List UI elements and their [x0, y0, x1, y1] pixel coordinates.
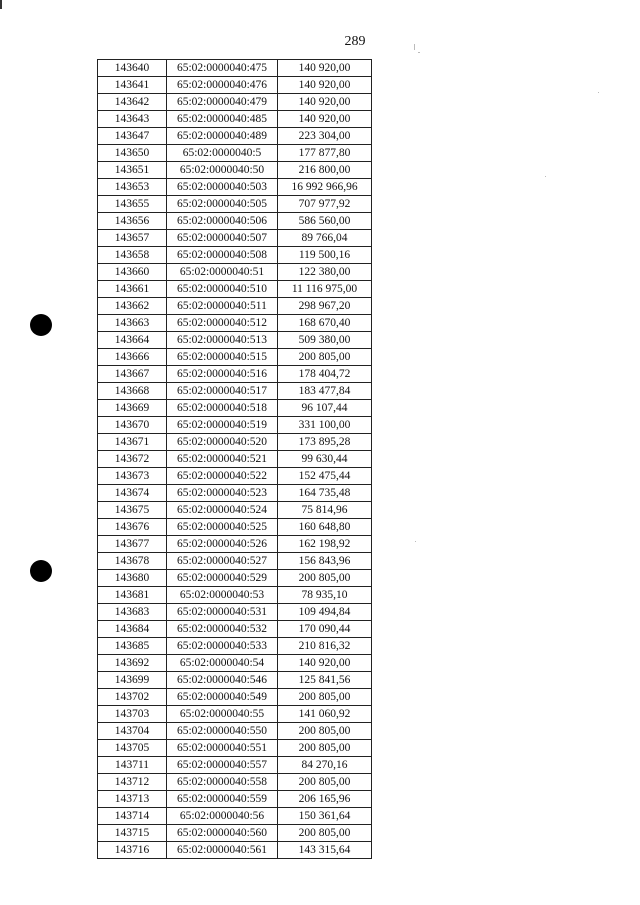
- row-number-cell: 143676: [98, 519, 167, 536]
- cadastral-number-cell: 65:02:0000040:518: [167, 400, 278, 417]
- table-row: [98, 604, 372, 621]
- row-number-cell: 143680: [98, 570, 167, 587]
- table-row: [98, 791, 372, 808]
- value-cell: 84 270,16: [278, 757, 372, 774]
- table-row: [98, 757, 372, 774]
- table-row: [98, 553, 372, 570]
- value-cell: 200 805,00: [278, 349, 372, 366]
- row-number-cell: 143663: [98, 315, 167, 332]
- value-cell: 99 630,44: [278, 451, 372, 468]
- row-number-cell: 143713: [98, 791, 167, 808]
- cadastral-number-cell: 65:02:0000040:519: [167, 417, 278, 434]
- row-number-cell: 143715: [98, 825, 167, 842]
- value-cell: 140 920,00: [278, 60, 372, 77]
- page-number: 289: [344, 34, 366, 49]
- value-cell: 210 816,32: [278, 638, 372, 655]
- cadastral-number-cell: 65:02:0000040:526: [167, 536, 278, 553]
- cadastral-number-cell: 65:02:0000040:549: [167, 689, 278, 706]
- cadastral-number-cell: 65:02:0000040:527: [167, 553, 278, 570]
- cadastral-number-cell: 65:02:0000040:550: [167, 723, 278, 740]
- cadastral-number-cell: 65:02:0000040:489: [167, 128, 278, 145]
- value-cell: 183 477,84: [278, 383, 372, 400]
- table-row: [98, 485, 372, 502]
- cadastral-number-cell: 65:02:0000040:513: [167, 332, 278, 349]
- row-number-cell: 143641: [98, 77, 167, 94]
- cadastral-number-cell: 65:02:0000040:485: [167, 111, 278, 128]
- value-cell: 331 100,00: [278, 417, 372, 434]
- row-number-cell: 143664: [98, 332, 167, 349]
- row-number-cell: 143683: [98, 604, 167, 621]
- cadastral-number-cell: 65:02:0000040:506: [167, 213, 278, 230]
- cadastral-number-cell: 65:02:0000040:522: [167, 468, 278, 485]
- cadastral-number-cell: 65:02:0000040:557: [167, 757, 278, 774]
- cadastral-value-table: [97, 59, 372, 859]
- cadastral-number-cell: 65:02:0000040:516: [167, 366, 278, 383]
- value-cell: 173 895,28: [278, 434, 372, 451]
- cadastral-number-cell: 65:02:0000040:476: [167, 77, 278, 94]
- table-row: [98, 60, 372, 77]
- row-number-cell: 143684: [98, 621, 167, 638]
- value-cell: 140 920,00: [278, 111, 372, 128]
- table-row: [98, 383, 372, 400]
- table-row: [98, 655, 372, 672]
- value-cell: 11 116 975,00: [278, 281, 372, 298]
- table-row: [98, 94, 372, 111]
- table-row: [98, 672, 372, 689]
- value-cell: 150 361,64: [278, 808, 372, 825]
- cadastral-number-cell: 65:02:0000040:558: [167, 774, 278, 791]
- cadastral-number-cell: 65:02:0000040:561: [167, 842, 278, 859]
- row-number-cell: 143650: [98, 145, 167, 162]
- table-body: [98, 60, 372, 859]
- cadastral-number-cell: 65:02:0000040:559: [167, 791, 278, 808]
- table-row: [98, 128, 372, 145]
- row-number-cell: 143685: [98, 638, 167, 655]
- cadastral-number-cell: 65:02:0000040:551: [167, 740, 278, 757]
- value-cell: 140 920,00: [278, 94, 372, 111]
- table-row: [98, 349, 372, 366]
- cadastral-number-cell: 65:02:0000040:475: [167, 60, 278, 77]
- row-number-cell: 143651: [98, 162, 167, 179]
- value-cell: 200 805,00: [278, 740, 372, 757]
- scan-artifact: [415, 541, 416, 542]
- table-row: [98, 825, 372, 842]
- table-row: [98, 689, 372, 706]
- value-cell: 119 500,16: [278, 247, 372, 264]
- cadastral-number-cell: 65:02:0000040:546: [167, 672, 278, 689]
- row-number-cell: 143660: [98, 264, 167, 281]
- table-row: [98, 298, 372, 315]
- table-row: [98, 247, 372, 264]
- value-cell: 170 090,44: [278, 621, 372, 638]
- value-cell: 156 843,96: [278, 553, 372, 570]
- row-number-cell: 143711: [98, 757, 167, 774]
- table-row: [98, 638, 372, 655]
- value-cell: 143 315,64: [278, 842, 372, 859]
- cadastral-number-cell: 65:02:0000040:508: [167, 247, 278, 264]
- table-row: [98, 417, 372, 434]
- value-cell: 78 935,10: [278, 587, 372, 604]
- scan-artifact: [414, 44, 415, 50]
- cadastral-number-cell: 65:02:0000040:521: [167, 451, 278, 468]
- value-cell: 200 805,00: [278, 723, 372, 740]
- value-cell: 162 198,92: [278, 536, 372, 553]
- table-row: [98, 808, 372, 825]
- table-row: [98, 842, 372, 859]
- row-number-cell: 143658: [98, 247, 167, 264]
- table-row: [98, 264, 372, 281]
- cadastral-number-cell: 65:02:0000040:515: [167, 349, 278, 366]
- row-number-cell: 143653: [98, 179, 167, 196]
- value-cell: 200 805,00: [278, 774, 372, 791]
- table-row: [98, 570, 372, 587]
- row-number-cell: 143669: [98, 400, 167, 417]
- table-row: [98, 77, 372, 94]
- table-row: [98, 723, 372, 740]
- value-cell: 160 648,80: [278, 519, 372, 536]
- row-number-cell: 143657: [98, 230, 167, 247]
- table-row: [98, 230, 372, 247]
- punch-hole: [30, 560, 52, 582]
- table-row: [98, 179, 372, 196]
- table-row: [98, 145, 372, 162]
- row-number-cell: 143666: [98, 349, 167, 366]
- row-number-cell: 143716: [98, 842, 167, 859]
- table-row: [98, 536, 372, 553]
- value-cell: 298 967,20: [278, 298, 372, 315]
- table-row: [98, 451, 372, 468]
- cadastral-number-cell: 65:02:0000040:511: [167, 298, 278, 315]
- value-cell: 140 920,00: [278, 77, 372, 94]
- table-row: [98, 587, 372, 604]
- table-row: [98, 111, 372, 128]
- row-number-cell: 143712: [98, 774, 167, 791]
- row-number-cell: 143699: [98, 672, 167, 689]
- value-cell: 200 805,00: [278, 689, 372, 706]
- cadastral-number-cell: 65:02:0000040:532: [167, 621, 278, 638]
- value-cell: 164 735,48: [278, 485, 372, 502]
- table-row: [98, 706, 372, 723]
- cadastral-number-cell: 65:02:0000040:531: [167, 604, 278, 621]
- row-number-cell: 143714: [98, 808, 167, 825]
- table-row: [98, 502, 372, 519]
- row-number-cell: 143668: [98, 383, 167, 400]
- table-row: [98, 332, 372, 349]
- row-number-cell: 143643: [98, 111, 167, 128]
- value-cell: 586 560,00: [278, 213, 372, 230]
- table-row: [98, 519, 372, 536]
- value-cell: 216 800,00: [278, 162, 372, 179]
- table-row: [98, 774, 372, 791]
- value-cell: 168 670,40: [278, 315, 372, 332]
- value-cell: 223 304,00: [278, 128, 372, 145]
- cadastral-number-cell: 65:02:0000040:5: [167, 145, 278, 162]
- cadastral-number-cell: 65:02:0000040:560: [167, 825, 278, 842]
- table-row: [98, 400, 372, 417]
- cadastral-number-cell: 65:02:0000040:523: [167, 485, 278, 502]
- cadastral-number-cell: 65:02:0000040:524: [167, 502, 278, 519]
- table-row: [98, 213, 372, 230]
- row-number-cell: 143672: [98, 451, 167, 468]
- cadastral-number-cell: 65:02:0000040:512: [167, 315, 278, 332]
- value-cell: 89 766,04: [278, 230, 372, 247]
- table-row: [98, 315, 372, 332]
- row-number-cell: 143661: [98, 281, 167, 298]
- cadastral-number-cell: 65:02:0000040:520: [167, 434, 278, 451]
- row-number-cell: 143673: [98, 468, 167, 485]
- cadastral-number-cell: 65:02:0000040:54: [167, 655, 278, 672]
- value-cell: 200 805,00: [278, 570, 372, 587]
- row-number-cell: 143655: [98, 196, 167, 213]
- row-number-cell: 143692: [98, 655, 167, 672]
- row-number-cell: 143640: [98, 60, 167, 77]
- row-number-cell: 143671: [98, 434, 167, 451]
- cadastral-number-cell: 65:02:0000040:517: [167, 383, 278, 400]
- cadastral-number-cell: 65:02:0000040:505: [167, 196, 278, 213]
- row-number-cell: 143656: [98, 213, 167, 230]
- scan-artifact: [418, 52, 420, 53]
- row-number-cell: 143670: [98, 417, 167, 434]
- cadastral-number-cell: 65:02:0000040:529: [167, 570, 278, 587]
- table-row: [98, 740, 372, 757]
- cadastral-number-cell: 65:02:0000040:56: [167, 808, 278, 825]
- value-cell: 96 107,44: [278, 400, 372, 417]
- cadastral-number-cell: 65:02:0000040:53: [167, 587, 278, 604]
- value-cell: 707 977,92: [278, 196, 372, 213]
- value-cell: 140 920,00: [278, 655, 372, 672]
- row-number-cell: 143704: [98, 723, 167, 740]
- cadastral-number-cell: 65:02:0000040:51: [167, 264, 278, 281]
- cadastral-number-cell: 65:02:0000040:510: [167, 281, 278, 298]
- value-cell: 109 494,84: [278, 604, 372, 621]
- value-cell: 152 475,44: [278, 468, 372, 485]
- row-number-cell: 143677: [98, 536, 167, 553]
- table-row: [98, 621, 372, 638]
- cadastral-number-cell: 65:02:0000040:507: [167, 230, 278, 247]
- row-number-cell: 143642: [98, 94, 167, 111]
- row-number-cell: 143703: [98, 706, 167, 723]
- value-cell: 178 404,72: [278, 366, 372, 383]
- value-cell: 200 805,00: [278, 825, 372, 842]
- table-row: [98, 366, 372, 383]
- row-number-cell: 143702: [98, 689, 167, 706]
- row-number-cell: 143647: [98, 128, 167, 145]
- value-cell: 509 380,00: [278, 332, 372, 349]
- cadastral-number-cell: 65:02:0000040:55: [167, 706, 278, 723]
- table-row: [98, 468, 372, 485]
- row-number-cell: 143678: [98, 553, 167, 570]
- scan-artifact: [0, 0, 2, 9]
- cadastral-number-cell: 65:02:0000040:479: [167, 94, 278, 111]
- table-row: [98, 281, 372, 298]
- row-number-cell: 143662: [98, 298, 167, 315]
- table-row: [98, 196, 372, 213]
- cadastral-number-cell: 65:02:0000040:533: [167, 638, 278, 655]
- scan-artifact: [545, 176, 546, 177]
- row-number-cell: 143705: [98, 740, 167, 757]
- punch-hole: [30, 314, 52, 336]
- scan-artifact: [598, 92, 599, 93]
- cadastral-number-cell: 65:02:0000040:503: [167, 179, 278, 196]
- cadastral-number-cell: 65:02:0000040:525: [167, 519, 278, 536]
- row-number-cell: 143667: [98, 366, 167, 383]
- value-cell: 75 814,96: [278, 502, 372, 519]
- value-cell: 141 060,92: [278, 706, 372, 723]
- value-cell: 122 380,00: [278, 264, 372, 281]
- value-cell: 125 841,56: [278, 672, 372, 689]
- row-number-cell: 143681: [98, 587, 167, 604]
- value-cell: 206 165,96: [278, 791, 372, 808]
- row-number-cell: 143675: [98, 502, 167, 519]
- row-number-cell: 143674: [98, 485, 167, 502]
- table-row: [98, 434, 372, 451]
- value-cell: 177 877,80: [278, 145, 372, 162]
- value-cell: 16 992 966,96: [278, 179, 372, 196]
- table-row: [98, 162, 372, 179]
- cadastral-number-cell: 65:02:0000040:50: [167, 162, 278, 179]
